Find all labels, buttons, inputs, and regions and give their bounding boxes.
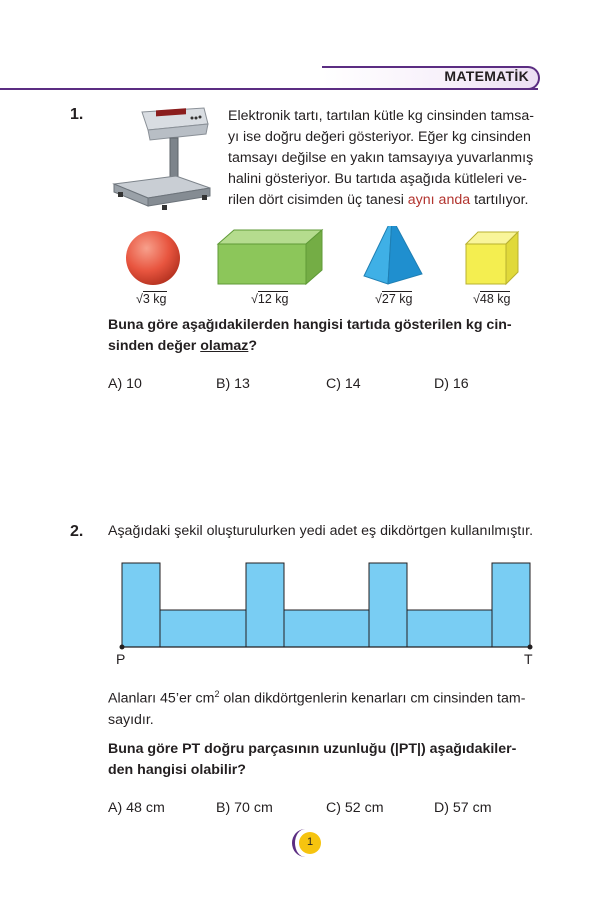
prompt-line bbox=[108, 336, 548, 357]
sqrt-sign: √ bbox=[375, 292, 382, 306]
intro-line: yı ise doğru değeri gösteriyor. Eğer kg cinsinden bbox=[228, 129, 531, 145]
prism-mass-label: √12 kg bbox=[251, 292, 289, 306]
question-2-intro: Aşağıdaki şekil oluşturulurken yedi adet eş dikdörtgen kullanılmıştır. bbox=[108, 523, 534, 539]
q2-option-c[interactable]: C) 52 cm bbox=[326, 800, 384, 816]
prism-shape bbox=[218, 230, 322, 284]
objects-row bbox=[120, 226, 530, 290]
q2-option-b[interactable]: B) 70 cm bbox=[216, 800, 273, 816]
point-p bbox=[120, 645, 125, 650]
vertical-rectangle bbox=[492, 563, 530, 647]
q1-option-c[interactable]: C) 14 bbox=[326, 376, 361, 392]
label-p: P bbox=[116, 651, 126, 667]
highlight-text: aynı anda bbox=[407, 192, 471, 208]
vertical-rectangle bbox=[246, 563, 284, 647]
vertical-rectangle bbox=[122, 563, 160, 647]
point-t bbox=[528, 645, 533, 650]
superscript: 2 bbox=[214, 689, 220, 699]
label-t: T bbox=[524, 651, 533, 667]
q1-option-d[interactable]: D) 16 bbox=[434, 376, 469, 392]
prompt-text: sinden değer bbox=[108, 338, 201, 354]
sqrt-sign: √ bbox=[136, 292, 143, 306]
prompt-line: Buna göre aşağıdakilerden hangisi tartıda gösterilen kg cin- bbox=[108, 317, 512, 333]
underlined-word: olamaz bbox=[200, 338, 249, 354]
cube-mass-label: √48 kg bbox=[473, 292, 511, 306]
intro-text: tartılıyor. bbox=[470, 192, 529, 208]
q1-option-b[interactable]: B) 13 bbox=[216, 376, 250, 392]
prompt-line: den hangisi olabilir? bbox=[108, 762, 246, 778]
page-number: 1 bbox=[306, 836, 314, 848]
sqrt-sign: √ bbox=[473, 292, 480, 306]
sqrt-sign: √ bbox=[251, 292, 258, 306]
info-text: olan dikdörtgenlerin kenarları cm cinsinden tam- bbox=[219, 690, 526, 707]
horizontal-rectangle bbox=[160, 610, 246, 647]
vertical-rectangle bbox=[369, 563, 407, 647]
info-text: Alanları 45’er cm bbox=[108, 690, 215, 707]
horizontal-rectangle bbox=[284, 610, 369, 647]
intro-line-last bbox=[228, 190, 546, 211]
question-2-prompt bbox=[108, 739, 548, 781]
subject-title: MATEMATİK bbox=[444, 68, 529, 84]
prompt-line: Buna göre PT doğru parçasının uzunluğu (|PT|) aşağıdakiler- bbox=[108, 741, 517, 757]
q1-option-a[interactable]: A) 10 bbox=[108, 376, 142, 392]
horizontal-rectangle bbox=[407, 610, 492, 647]
prompt-text: ? bbox=[248, 338, 258, 354]
q2-option-d[interactable]: D) 57 cm bbox=[434, 800, 492, 816]
question-1-number: 1. bbox=[70, 106, 84, 123]
intro-line: halini gösteriyor. Bu tartıda aşağıda kütleleri ve- bbox=[228, 171, 527, 187]
question-2-number: 2. bbox=[70, 523, 84, 540]
pyramid-mass-label: √27 kg bbox=[375, 292, 413, 306]
cube-shape bbox=[466, 232, 518, 284]
question-1-intro bbox=[228, 106, 546, 211]
sphere-mass-label: √3 kg bbox=[136, 292, 167, 306]
info-line bbox=[108, 684, 548, 710]
question-2-info bbox=[108, 684, 548, 731]
q2-option-a[interactable]: A) 48 cm bbox=[108, 800, 165, 816]
intro-text: rilen dört cisimden üç tanesi bbox=[228, 192, 408, 208]
question-1-prompt bbox=[108, 315, 548, 357]
intro-line: tamsayı değilse en yakın tamsayıya yuvarlanmış bbox=[228, 150, 534, 166]
rectangles-figure bbox=[112, 558, 538, 670]
sphere-shape bbox=[126, 231, 180, 285]
header-rule bbox=[0, 88, 538, 90]
info-line: sayıdır. bbox=[108, 711, 154, 728]
pyramid-shape bbox=[364, 226, 422, 284]
electronic-scale-image bbox=[104, 104, 216, 220]
intro-line: Elektronik tartı, tartılan kütle kg cinsinden tamsa- bbox=[228, 108, 534, 124]
